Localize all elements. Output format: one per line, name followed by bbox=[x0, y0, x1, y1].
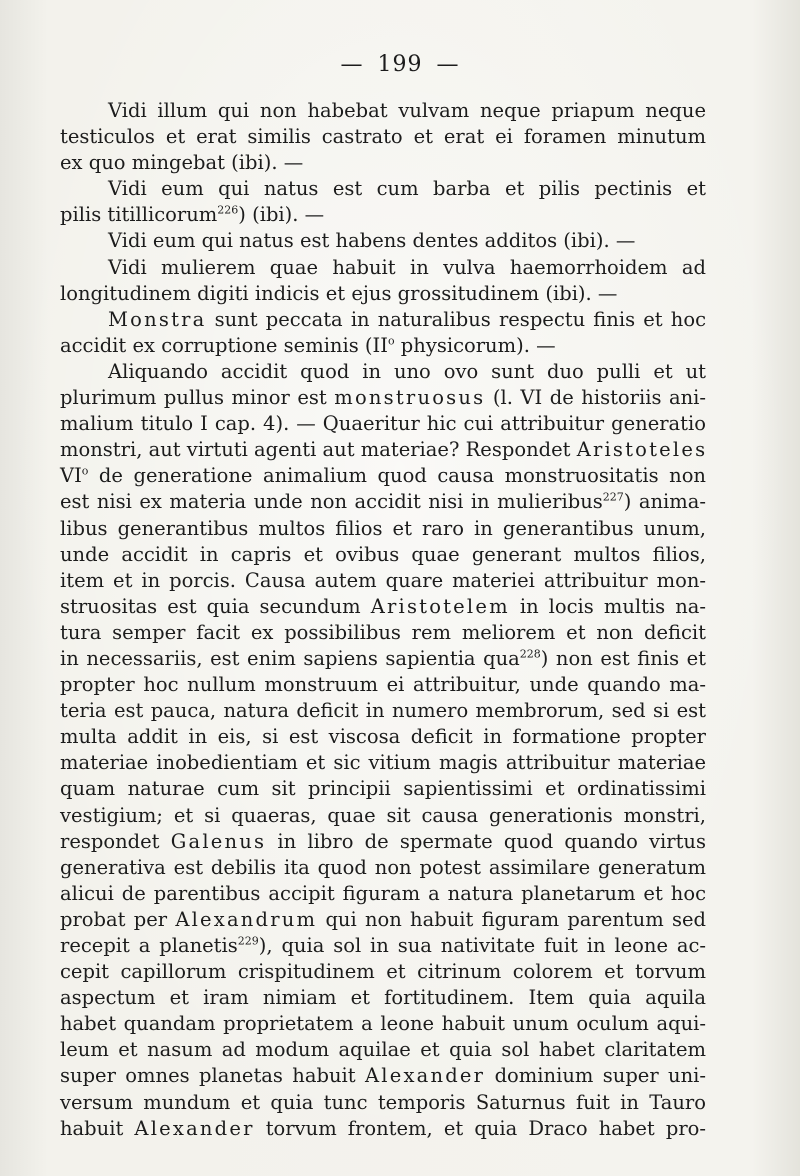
text-segment: torvum frontem, et quia Draco habet pro- bbox=[254, 1116, 706, 1140]
header-dash-left: — bbox=[340, 52, 364, 77]
text-line bbox=[60, 594, 706, 620]
text-segment: generativa est debilis ita quod non potest assimilare generatum bbox=[60, 855, 706, 879]
text-segment: pilis titillicorum bbox=[60, 203, 218, 227]
text-line bbox=[60, 881, 706, 907]
text-segment: versum mundum et quia tunc temporis Saturnus fuit in Tauro bbox=[60, 1090, 706, 1114]
text-line bbox=[60, 568, 706, 594]
text-segment: recepit a planetis bbox=[60, 934, 238, 957]
text-segment: habet quandam proprietatem a leone habuit unum oculum aqui- bbox=[60, 1012, 706, 1036]
text-line bbox=[60, 202, 706, 228]
text-segment: multa addit in eis, si est viscosa deficit in formatione propter bbox=[60, 725, 706, 749]
text-line bbox=[60, 542, 706, 568]
text-line bbox=[60, 1037, 706, 1063]
text-segment: unde accidit in capris et ovibus quae generant multos filios, bbox=[60, 542, 706, 566]
text-line bbox=[60, 933, 706, 959]
text-segment: struositas est quia secundum bbox=[60, 594, 371, 618]
text-segment: vestigium; et si quaeras, quae sit causa generationis monstri, bbox=[60, 803, 706, 827]
text-segment: Vidi mulierem quae habuit in vulva haemorrhoidem ad bbox=[108, 255, 706, 279]
text-segment: libus generantibus multos filios et raro in generantibus unum, bbox=[60, 516, 706, 540]
text-segment: habuit bbox=[60, 1116, 135, 1140]
spaced-name: monstruosus bbox=[334, 386, 486, 410]
spaced-name: Alexander bbox=[134, 1116, 255, 1140]
text-line bbox=[60, 1063, 706, 1089]
text-line bbox=[60, 1090, 706, 1116]
text-line bbox=[60, 776, 706, 802]
text-segment: Vidi illum qui non habebat vulvam neque priapum neque bbox=[108, 99, 706, 122]
footnote-marker: o bbox=[81, 464, 89, 478]
text-segment: VI bbox=[60, 464, 82, 488]
spaced-name: Monstra bbox=[108, 307, 207, 331]
text-segment: alicui de parentibus accipit figuram a natura planetarum et hoc bbox=[60, 881, 706, 905]
text-line bbox=[60, 281, 706, 307]
text-segment: in libro de spermate quod quando virtus bbox=[266, 829, 706, 853]
text-line bbox=[60, 176, 706, 202]
text-segment: dominium super uni- bbox=[485, 1064, 706, 1088]
text-line bbox=[60, 150, 706, 176]
text-segment: tura semper facit ex possibilibus rem meliorem et non deficit bbox=[60, 620, 706, 644]
text-segment: testiculos et erat similis castrato et erat ei foramen minutum bbox=[60, 125, 706, 149]
text-segment: teria est pauca, natura deficit in numero membrorum, sed si est bbox=[60, 699, 706, 723]
text-line bbox=[60, 437, 706, 463]
text-segment: sunt peccata in naturalibus respectu finis et hoc bbox=[206, 307, 706, 331]
text-line bbox=[60, 307, 706, 333]
text-line bbox=[60, 724, 706, 750]
text-line bbox=[60, 463, 706, 489]
footnote-marker: 229 bbox=[237, 934, 259, 948]
text-line bbox=[60, 803, 706, 829]
text-line bbox=[60, 620, 706, 646]
text-segment: longitudinem digiti indicis et ejus grossitudinem (ibi). — bbox=[60, 281, 618, 305]
page-number: 199 bbox=[377, 52, 423, 77]
text-line bbox=[60, 411, 706, 437]
text-line bbox=[60, 98, 706, 124]
text-segment: (l. VI de historiis ani- bbox=[485, 386, 706, 410]
text-segment: ex quo mingebat (ibi). — bbox=[60, 151, 304, 175]
text-line bbox=[60, 959, 706, 985]
text-line bbox=[60, 646, 706, 672]
text-line bbox=[60, 829, 706, 855]
header-dash-right: — bbox=[436, 52, 460, 77]
text-segment: respondet bbox=[60, 829, 171, 853]
text-line bbox=[60, 124, 706, 150]
text-segment: Vidi eum qui natus est habens dentes additos (ibi). — bbox=[108, 229, 636, 253]
text-segment: ) non est finis et bbox=[540, 646, 707, 670]
text-line bbox=[60, 985, 706, 1011]
text-segment: ), quia sol in sua nativitate fuit in leone ac- bbox=[258, 934, 706, 957]
text-line bbox=[60, 385, 706, 411]
footnote-marker: 226 bbox=[217, 203, 239, 217]
text-segment: Aliquando accidit quod in uno ovo sunt duo pulli et ut bbox=[108, 359, 706, 383]
text-line bbox=[60, 359, 706, 385]
footnote-marker: 228 bbox=[519, 647, 541, 661]
text-line bbox=[60, 907, 706, 933]
spaced-name: Alexander bbox=[365, 1064, 486, 1088]
text-line bbox=[60, 1011, 706, 1037]
text-line bbox=[60, 672, 706, 698]
text-segment: leum et nasum ad modum aquilae et quia sol habet claritatem bbox=[60, 1038, 706, 1062]
text-line bbox=[60, 855, 706, 881]
page-header bbox=[0, 52, 800, 77]
text-segment: qui non habuit figuram parentum sed bbox=[317, 907, 706, 931]
text-line bbox=[60, 255, 706, 281]
text-segment: quam naturae cum sit principii sapientissimi et ordinatissimi bbox=[60, 777, 706, 801]
text-segment: monstri, aut virtuti agenti aut materiae? Respondet bbox=[60, 438, 577, 462]
footnote-marker: o bbox=[387, 334, 395, 348]
text-segment: super omnes planetas habuit bbox=[60, 1064, 365, 1088]
text-line bbox=[60, 698, 706, 724]
text-segment: aspectum et iram nimiam et fortitudinem. Item quia aquila bbox=[60, 986, 706, 1010]
text-line bbox=[60, 750, 706, 776]
text-segment: propter hoc nullum monstruum ei attribuitur, unde quando ma- bbox=[60, 673, 706, 697]
spaced-name: Aristoteles bbox=[576, 438, 708, 462]
spaced-name: Alexandrum bbox=[175, 907, 318, 931]
text-line bbox=[60, 489, 706, 515]
text-segment: item et in porcis. Causa autem quare materiei attribuitur mon- bbox=[60, 568, 706, 592]
body-text bbox=[60, 98, 706, 1142]
text-segment: in locis multis na- bbox=[509, 594, 706, 618]
text-segment: malium titulo I cap. 4). — Quaeritur hic cui attribuitur generatio bbox=[60, 412, 706, 436]
text-line bbox=[60, 1116, 706, 1142]
text-segment: in necessariis, est enim sapiens sapientia qua bbox=[60, 646, 520, 670]
text-line bbox=[60, 333, 706, 359]
text-segment: ) (ibi). — bbox=[238, 203, 325, 227]
text-segment: probat per bbox=[60, 907, 176, 931]
text-segment: physicorum). — bbox=[394, 333, 556, 357]
text-segment: materiae inobedientiam et sic vitium magis attribuitur materiae bbox=[60, 751, 706, 775]
text-segment: cepit capillorum crispitudinem et citrinum colorem et torvum bbox=[60, 960, 706, 984]
spaced-name: Aristotelem bbox=[370, 594, 510, 618]
text-segment: accidit ex corruptione seminis (II bbox=[60, 333, 388, 357]
text-segment: est nisi ex materia unde non accidit nisi in mulieribus bbox=[60, 490, 603, 514]
spaced-name: Galenus bbox=[170, 829, 267, 853]
text-segment: de generatione animalium quod causa monstruositatis non bbox=[88, 464, 706, 488]
text-line bbox=[60, 228, 706, 254]
text-line bbox=[60, 516, 706, 542]
text-segment: Vidi eum qui natus est cum barba et pilis pectinis et bbox=[108, 177, 706, 201]
footnote-marker: 227 bbox=[602, 490, 624, 504]
text-segment: plurimum pullus minor est bbox=[60, 386, 335, 410]
text-segment: ) anima- bbox=[623, 490, 707, 514]
